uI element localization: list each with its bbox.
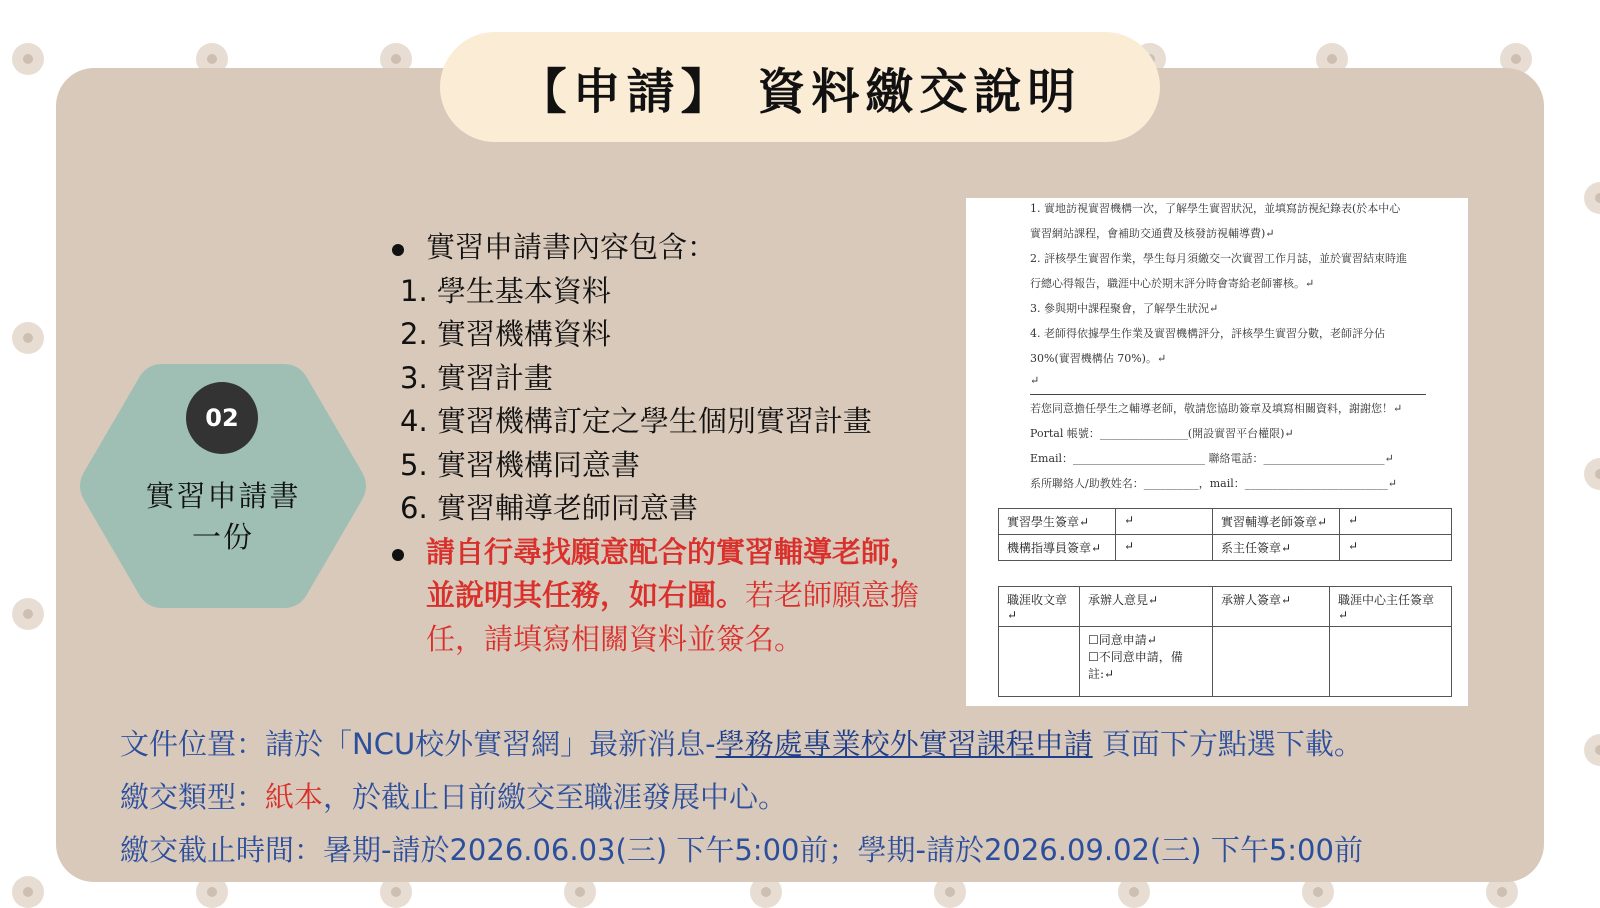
submission-type-suffix: ，於截止日前繳交至職涯發展中心。 xyxy=(323,780,788,814)
review-option: ☐不同意申請，備註:↵ xyxy=(1088,650,1183,681)
review-header: 承辦人簽章↵ xyxy=(1213,587,1330,627)
sign-cell: ↵ xyxy=(1116,535,1213,561)
review-cell xyxy=(1213,627,1330,697)
form-line: 2. 評核學生實習作業，學生每月須繳交一次實習工作月誌，並於實習結束時進 xyxy=(1030,252,1407,265)
review-cell xyxy=(1330,627,1452,697)
decor-dot xyxy=(1584,734,1600,766)
form-divider xyxy=(1030,394,1426,395)
list-item: 5. 實習機構同意書 xyxy=(400,447,640,482)
form-line: 系所聯絡人/助教姓名：__________，mail：__________________________↵ xyxy=(1030,477,1397,490)
form-line: 行總心得報告，職涯中心於期末評分時會寄給老師審核。↵ xyxy=(1030,277,1315,290)
submission-type-prefix: 繳交類型： xyxy=(120,780,266,814)
advisor-note-rest: 若老師願意擔任，請填寫相關資料並簽名。 xyxy=(426,578,920,656)
download-link[interactable]: 學務處專業校外實習課程申請 xyxy=(715,727,1093,761)
form-line: 實習網站課程，會補助交通費及核發訪視輔導費)↵ xyxy=(1030,227,1275,240)
file-location-suffix: 頁面下方點選下載。 xyxy=(1092,727,1363,761)
step-card xyxy=(76,358,370,614)
review-header: 承辦人意見↵ xyxy=(1080,587,1213,627)
footer-info xyxy=(120,718,1520,877)
file-location-line xyxy=(120,718,1520,771)
submission-type-line xyxy=(120,771,1520,824)
decor-dot xyxy=(1584,458,1600,490)
sign-cell: 實習學生簽章↵ xyxy=(999,509,1116,535)
file-location-prefix: 文件位置：請於「NCU校外實習網」最新消息- xyxy=(120,727,716,761)
form-line: Portal 帳號：________________(開設實習平台權限)↵ xyxy=(1030,427,1294,440)
sign-cell: ↵ xyxy=(1340,535,1452,561)
list-item: 3. 實習計畫 xyxy=(400,360,553,395)
list-item: 4. 實習機構訂定之學生個別實習計畫 xyxy=(400,404,872,438)
advisor-note xyxy=(390,531,926,662)
list-heading: 實習申請書內容包含： xyxy=(390,226,930,270)
sign-cell: 系主任簽章↵ xyxy=(1213,535,1340,561)
form-line: 4. 老師得依據學生作業及實習機構評分，評核學生實習分數，老師評分佔 xyxy=(1030,327,1385,340)
title-banner xyxy=(440,32,1160,142)
sign-cell: ↵ xyxy=(1340,509,1452,535)
decor-dot xyxy=(12,43,44,75)
form-line: 1. 實地訪視實習機構一次，了解學生實習狀況，並填寫訪視紀錄表(於本中心 xyxy=(1030,202,1401,215)
advisor-form-image xyxy=(966,198,1468,706)
step-number-badge: 02 xyxy=(186,382,258,454)
step-label xyxy=(76,476,370,558)
review-header: 職涯收文章↵ xyxy=(999,587,1080,627)
requirements-list xyxy=(390,226,930,661)
sign-cell: 機構指導員簽章↵ xyxy=(999,535,1116,561)
decor-dot xyxy=(12,322,44,354)
sign-cell: ↵ xyxy=(1116,509,1213,535)
deadline-line: 繳交截止時間：暑期-請於2026.06.03(三) 下午5:00前；學期-請於2026.09.02(三) 下午5:00前 xyxy=(120,833,1363,867)
review-header: 職涯中心主任簽章↵ xyxy=(1330,587,1452,627)
form-line: ↵ xyxy=(1030,374,1040,387)
submission-type-highlight: 紙本 xyxy=(265,780,324,814)
form-line: Email：________________________ 聯絡電話：______________________↵ xyxy=(1030,452,1394,465)
page-title: 【申請】 資料繳交說明 xyxy=(518,63,1082,120)
signature-table xyxy=(998,508,1452,561)
advisor-note-bold: 請自行尋找願意配合的實習輔導老師，並說明其任務，如右圖。 xyxy=(426,534,920,612)
decor-dot xyxy=(12,598,44,630)
list-item: 6. 實習輔導老師同意書 xyxy=(400,491,698,525)
review-table xyxy=(998,586,1452,697)
review-options-cell xyxy=(1080,627,1213,697)
decor-dot xyxy=(1584,182,1600,214)
review-option: ☐同意申請↵ xyxy=(1088,633,1157,647)
review-cell xyxy=(999,627,1080,697)
form-line: 3. 參與期中課程聚會，了解學生狀況↵ xyxy=(1030,302,1219,315)
step-label-line1: 實習申請書 xyxy=(145,479,301,513)
list-item: 1. 學生基本資料 xyxy=(400,273,611,308)
step-label-line2: 一份 xyxy=(191,520,254,554)
decor-dot xyxy=(12,876,44,908)
form-line: 若您同意擔任學生之輔導老師，敬請您協助簽章及填寫相關資料，謝謝您！↵ xyxy=(1030,402,1403,415)
sign-cell: 實習輔導老師簽章↵ xyxy=(1213,509,1340,535)
list-item: 2. 實習機構資料 xyxy=(400,317,611,351)
form-line: 30%(實習機構佔 70%)。↵ xyxy=(1030,352,1167,365)
